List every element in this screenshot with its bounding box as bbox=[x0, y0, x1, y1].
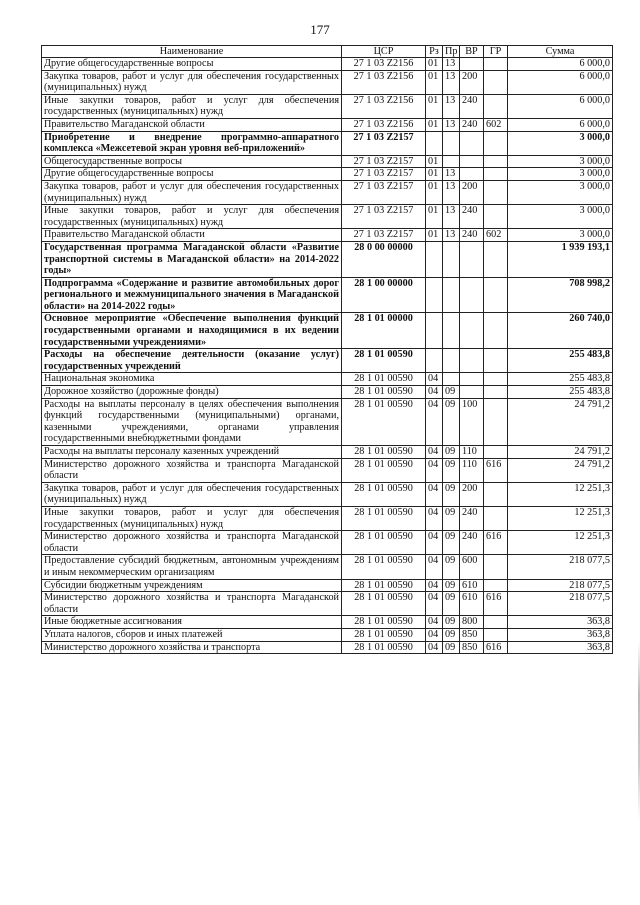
cell-name: Национальная экономика bbox=[42, 373, 342, 386]
cell-csr: 27 1 03 Z2156 bbox=[342, 58, 426, 71]
cell-rz: 04 bbox=[426, 398, 443, 445]
cell-gr: 616 bbox=[484, 592, 508, 616]
cell-name: Предоставление субсидий бюджетным, автономным учреждениям и иным некоммерческим организациям bbox=[42, 555, 342, 579]
cell-rz: 04 bbox=[426, 373, 443, 386]
cell-sum: 24 791,2 bbox=[508, 398, 613, 445]
cell-sum: 24 791,2 bbox=[508, 458, 613, 482]
cell-vr bbox=[460, 349, 484, 373]
cell-csr: 28 1 01 00590 bbox=[342, 579, 426, 592]
cell-sum: 12 251,3 bbox=[508, 531, 613, 555]
cell-pr bbox=[443, 373, 460, 386]
table-row bbox=[42, 579, 613, 592]
header-pr: Пр bbox=[443, 46, 460, 58]
table-row bbox=[42, 482, 613, 506]
table-row bbox=[42, 373, 613, 386]
cell-sum: 255 483,8 bbox=[508, 386, 613, 399]
cell-vr: 850 bbox=[460, 641, 484, 654]
cell-sum: 218 077,5 bbox=[508, 592, 613, 616]
header-gr: ГР bbox=[484, 46, 508, 58]
cell-pr: 09 bbox=[443, 616, 460, 629]
cell-rz: 04 bbox=[426, 579, 443, 592]
cell-vr: 240 bbox=[460, 118, 484, 131]
cell-vr: 240 bbox=[460, 205, 484, 229]
cell-gr bbox=[484, 241, 508, 277]
cell-pr: 09 bbox=[443, 506, 460, 530]
cell-vr bbox=[460, 313, 484, 349]
cell-sum: 6 000,0 bbox=[508, 118, 613, 131]
cell-name: Расходы на выплаты персоналу казенных учреждений bbox=[42, 446, 342, 459]
cell-rz: 01 bbox=[426, 205, 443, 229]
cell-name: Правительство Магаданской области bbox=[42, 229, 342, 242]
table-row bbox=[42, 555, 613, 579]
cell-pr bbox=[443, 241, 460, 277]
cell-pr: 13 bbox=[443, 94, 460, 118]
cell-gr bbox=[484, 58, 508, 71]
cell-sum: 3 000,0 bbox=[508, 155, 613, 168]
table-row bbox=[42, 616, 613, 629]
cell-gr bbox=[484, 168, 508, 181]
cell-pr: 13 bbox=[443, 168, 460, 181]
cell-csr: 28 1 01 00590 bbox=[342, 506, 426, 530]
cell-name: Министерство дорожного хозяйства и транспорта Магаданской области bbox=[42, 531, 342, 555]
cell-csr: 28 1 01 00590 bbox=[342, 482, 426, 506]
cell-name: Министерство дорожного хозяйства и транспорта Магаданской области bbox=[42, 458, 342, 482]
cell-pr: 09 bbox=[443, 628, 460, 641]
cell-csr: 27 1 03 Z2157 bbox=[342, 229, 426, 242]
cell-pr: 09 bbox=[443, 386, 460, 399]
cell-gr bbox=[484, 579, 508, 592]
cell-vr: 800 bbox=[460, 616, 484, 629]
header-vr: ВР bbox=[460, 46, 484, 58]
cell-vr: 200 bbox=[460, 482, 484, 506]
cell-vr: 240 bbox=[460, 531, 484, 555]
cell-name: Иные бюджетные ассигнования bbox=[42, 616, 342, 629]
cell-sum: 255 483,8 bbox=[508, 349, 613, 373]
cell-rz: 01 bbox=[426, 70, 443, 94]
cell-pr: 13 bbox=[443, 118, 460, 131]
table-row bbox=[42, 168, 613, 181]
cell-pr bbox=[443, 313, 460, 349]
cell-csr: 27 1 03 Z2157 bbox=[342, 131, 426, 155]
cell-vr: 200 bbox=[460, 180, 484, 204]
cell-gr bbox=[484, 373, 508, 386]
cell-rz: 04 bbox=[426, 616, 443, 629]
cell-name: Правительство Магаданской области bbox=[42, 118, 342, 131]
cell-name: Субсидии бюджетным учреждениям bbox=[42, 579, 342, 592]
cell-sum: 255 483,8 bbox=[508, 373, 613, 386]
table-row bbox=[42, 118, 613, 131]
cell-sum: 3 000,0 bbox=[508, 168, 613, 181]
cell-csr: 27 1 03 Z2157 bbox=[342, 180, 426, 204]
cell-rz: 04 bbox=[426, 531, 443, 555]
cell-rz: 01 bbox=[426, 58, 443, 71]
cell-gr bbox=[484, 180, 508, 204]
cell-csr: 28 1 01 00590 bbox=[342, 628, 426, 641]
cell-gr: 616 bbox=[484, 458, 508, 482]
cell-sum: 6 000,0 bbox=[508, 58, 613, 71]
table-row bbox=[42, 458, 613, 482]
cell-rz: 04 bbox=[426, 506, 443, 530]
cell-csr: 28 1 01 00590 bbox=[342, 398, 426, 445]
cell-vr: 110 bbox=[460, 458, 484, 482]
cell-csr: 28 0 00 00000 bbox=[342, 241, 426, 277]
cell-rz: 01 bbox=[426, 94, 443, 118]
cell-csr: 27 1 03 Z2157 bbox=[342, 155, 426, 168]
cell-csr: 27 1 03 Z2156 bbox=[342, 118, 426, 131]
cell-rz: 04 bbox=[426, 628, 443, 641]
cell-csr: 27 1 03 Z2157 bbox=[342, 168, 426, 181]
cell-csr: 28 1 01 00590 bbox=[342, 446, 426, 459]
cell-pr: 13 bbox=[443, 180, 460, 204]
cell-csr: 27 1 03 Z2156 bbox=[342, 94, 426, 118]
cell-gr: 616 bbox=[484, 531, 508, 555]
cell-gr bbox=[484, 131, 508, 155]
cell-name: Приобретение и внедрение программно-аппаратного комплекса «Межсетевой экран уровня веб-приложений» bbox=[42, 131, 342, 155]
cell-rz: 04 bbox=[426, 458, 443, 482]
cell-vr bbox=[460, 131, 484, 155]
cell-vr: 610 bbox=[460, 579, 484, 592]
table-row bbox=[42, 446, 613, 459]
cell-rz bbox=[426, 277, 443, 313]
budget-table bbox=[41, 45, 613, 654]
table-row bbox=[42, 229, 613, 242]
table-row bbox=[42, 277, 613, 313]
cell-gr bbox=[484, 616, 508, 629]
cell-gr bbox=[484, 349, 508, 373]
cell-name: Расходы на выплаты персоналу в целях обеспечения выполнения функций государственными (муниципальными) органами, казенными учреждениями, органами управления государственными внебюджетными фондами bbox=[42, 398, 342, 445]
table-row bbox=[42, 205, 613, 229]
cell-name: Государственная программа Магаданской области «Развитие транспортной системы в Магаданской области» на 2014-2022 годы» bbox=[42, 241, 342, 277]
cell-name: Закупка товаров, работ и услуг для обеспечения государственных (муниципальных) нужд bbox=[42, 70, 342, 94]
table-row bbox=[42, 628, 613, 641]
cell-rz: 01 bbox=[426, 168, 443, 181]
cell-csr: 28 1 01 00590 bbox=[342, 616, 426, 629]
table-row bbox=[42, 398, 613, 445]
cell-gr bbox=[484, 313, 508, 349]
cell-rz: 01 bbox=[426, 118, 443, 131]
cell-pr: 09 bbox=[443, 458, 460, 482]
cell-pr: 09 bbox=[443, 592, 460, 616]
cell-gr bbox=[484, 398, 508, 445]
cell-csr: 28 1 01 00590 bbox=[342, 531, 426, 555]
cell-pr: 09 bbox=[443, 482, 460, 506]
cell-gr bbox=[484, 70, 508, 94]
cell-pr: 13 bbox=[443, 70, 460, 94]
cell-csr: 28 1 01 00590 bbox=[342, 373, 426, 386]
cell-pr: 09 bbox=[443, 555, 460, 579]
cell-pr bbox=[443, 349, 460, 373]
cell-gr bbox=[484, 446, 508, 459]
cell-rz bbox=[426, 313, 443, 349]
cell-gr bbox=[484, 94, 508, 118]
cell-sum: 6 000,0 bbox=[508, 70, 613, 94]
table-row bbox=[42, 155, 613, 168]
cell-name: Основное мероприятие «Обеспечение выполнения функций государственными органами и находящимися в их ведении государственными учреждениями» bbox=[42, 313, 342, 349]
table-row bbox=[42, 592, 613, 616]
cell-name: Общегосударственные вопросы bbox=[42, 155, 342, 168]
cell-sum: 12 251,3 bbox=[508, 482, 613, 506]
table-row bbox=[42, 531, 613, 555]
cell-vr bbox=[460, 373, 484, 386]
cell-name: Подпрограмма «Содержание и развитие автомобильных дорог регионального и межмуниципального значения в Магаданской области» на 2014-2022 годы» bbox=[42, 277, 342, 313]
table-row bbox=[42, 349, 613, 373]
cell-gr bbox=[484, 277, 508, 313]
cell-sum: 3 000,0 bbox=[508, 131, 613, 155]
cell-sum: 363,8 bbox=[508, 641, 613, 654]
table-header-row bbox=[42, 46, 613, 58]
cell-pr bbox=[443, 131, 460, 155]
cell-vr bbox=[460, 386, 484, 399]
cell-sum: 3 000,0 bbox=[508, 229, 613, 242]
cell-name: Уплата налогов, сборов и иных платежей bbox=[42, 628, 342, 641]
cell-gr: 602 bbox=[484, 118, 508, 131]
cell-vr: 110 bbox=[460, 446, 484, 459]
cell-name: Расходы на обеспечение деятельности (оказание услуг) государственных учреждений bbox=[42, 349, 342, 373]
cell-csr: 28 1 01 00590 bbox=[342, 458, 426, 482]
cell-sum: 260 740,0 bbox=[508, 313, 613, 349]
cell-gr bbox=[484, 555, 508, 579]
cell-vr: 850 bbox=[460, 628, 484, 641]
cell-rz: 04 bbox=[426, 386, 443, 399]
cell-sum: 218 077,5 bbox=[508, 579, 613, 592]
cell-name: Закупка товаров, работ и услуг для обеспечения государственных (муниципальных) нужд bbox=[42, 180, 342, 204]
cell-csr: 28 1 00 00000 bbox=[342, 277, 426, 313]
cell-gr: 602 bbox=[484, 229, 508, 242]
cell-csr: 27 1 03 Z2156 bbox=[342, 70, 426, 94]
cell-gr bbox=[484, 386, 508, 399]
cell-sum: 12 251,3 bbox=[508, 506, 613, 530]
cell-csr: 28 1 01 00590 bbox=[342, 555, 426, 579]
cell-gr bbox=[484, 482, 508, 506]
cell-name: Иные закупки товаров, работ и услуг для обеспечения государственных (муниципальных) нужд bbox=[42, 94, 342, 118]
cell-gr bbox=[484, 205, 508, 229]
table-row bbox=[42, 241, 613, 277]
cell-gr: 616 bbox=[484, 641, 508, 654]
cell-name: Иные закупки товаров, работ и услуг для обеспечения государственных (муниципальных) нужд bbox=[42, 205, 342, 229]
cell-pr: 13 bbox=[443, 58, 460, 71]
cell-csr: 28 1 01 00590 bbox=[342, 592, 426, 616]
cell-vr bbox=[460, 168, 484, 181]
cell-vr bbox=[460, 155, 484, 168]
cell-pr bbox=[443, 155, 460, 168]
cell-vr bbox=[460, 241, 484, 277]
cell-name: Министерство дорожного хозяйства и транспорта Магаданской области bbox=[42, 592, 342, 616]
cell-sum: 3 000,0 bbox=[508, 180, 613, 204]
cell-pr: 09 bbox=[443, 531, 460, 555]
cell-vr: 100 bbox=[460, 398, 484, 445]
cell-csr: 27 1 03 Z2157 bbox=[342, 205, 426, 229]
cell-name: Иные закупки товаров, работ и услуг для обеспечения государственных (муниципальных) нужд bbox=[42, 506, 342, 530]
cell-rz: 04 bbox=[426, 641, 443, 654]
table-row bbox=[42, 94, 613, 118]
table-row bbox=[42, 386, 613, 399]
cell-sum: 708 998,2 bbox=[508, 277, 613, 313]
cell-rz: 04 bbox=[426, 482, 443, 506]
table-row bbox=[42, 131, 613, 155]
cell-sum: 218 077,5 bbox=[508, 555, 613, 579]
cell-vr: 240 bbox=[460, 94, 484, 118]
cell-rz bbox=[426, 131, 443, 155]
cell-name: Другие общегосударственные вопросы bbox=[42, 168, 342, 181]
cell-name: Закупка товаров, работ и услуг для обеспечения государственных (муниципальных) нужд bbox=[42, 482, 342, 506]
header-csr: ЦСР bbox=[342, 46, 426, 58]
cell-csr: 28 1 01 00590 bbox=[342, 386, 426, 399]
cell-rz: 01 bbox=[426, 155, 443, 168]
cell-pr: 09 bbox=[443, 579, 460, 592]
cell-vr: 240 bbox=[460, 229, 484, 242]
header-rz: Рз bbox=[426, 46, 443, 58]
cell-rz: 04 bbox=[426, 592, 443, 616]
table-row bbox=[42, 641, 613, 654]
table-row bbox=[42, 70, 613, 94]
cell-vr: 200 bbox=[460, 70, 484, 94]
cell-vr: 610 bbox=[460, 592, 484, 616]
cell-gr bbox=[484, 628, 508, 641]
cell-csr: 28 1 01 00590 bbox=[342, 641, 426, 654]
cell-vr: 240 bbox=[460, 506, 484, 530]
cell-gr bbox=[484, 155, 508, 168]
cell-pr: 09 bbox=[443, 641, 460, 654]
cell-name: Дорожное хозяйство (дорожные фонды) bbox=[42, 386, 342, 399]
cell-gr bbox=[484, 506, 508, 530]
cell-rz: 01 bbox=[426, 229, 443, 242]
cell-csr: 28 1 01 00000 bbox=[342, 313, 426, 349]
cell-rz bbox=[426, 349, 443, 373]
cell-name: Другие общегосударственные вопросы bbox=[42, 58, 342, 71]
cell-name: Министерство дорожного хозяйства и транспорта bbox=[42, 641, 342, 654]
cell-sum: 24 791,2 bbox=[508, 446, 613, 459]
cell-vr: 600 bbox=[460, 555, 484, 579]
header-name: Наименование bbox=[42, 46, 342, 58]
table-row bbox=[42, 180, 613, 204]
cell-sum: 1 939 193,1 bbox=[508, 241, 613, 277]
cell-vr bbox=[460, 58, 484, 71]
cell-vr bbox=[460, 277, 484, 313]
cell-pr: 13 bbox=[443, 229, 460, 242]
header-sum: Сумма bbox=[508, 46, 613, 58]
cell-sum: 6 000,0 bbox=[508, 94, 613, 118]
cell-sum: 3 000,0 bbox=[508, 205, 613, 229]
cell-pr bbox=[443, 277, 460, 313]
page-number: 177 bbox=[310, 22, 330, 37]
cell-rz: 04 bbox=[426, 555, 443, 579]
table-row bbox=[42, 313, 613, 349]
cell-sum: 363,8 bbox=[508, 628, 613, 641]
table-row bbox=[42, 506, 613, 530]
cell-sum: 363,8 bbox=[508, 616, 613, 629]
cell-csr: 28 1 01 00590 bbox=[342, 349, 426, 373]
cell-rz: 01 bbox=[426, 180, 443, 204]
table-row bbox=[42, 58, 613, 71]
cell-rz bbox=[426, 241, 443, 277]
cell-pr: 09 bbox=[443, 446, 460, 459]
cell-rz: 04 bbox=[426, 446, 443, 459]
cell-pr: 09 bbox=[443, 398, 460, 445]
cell-pr: 13 bbox=[443, 205, 460, 229]
table-body bbox=[42, 58, 613, 654]
